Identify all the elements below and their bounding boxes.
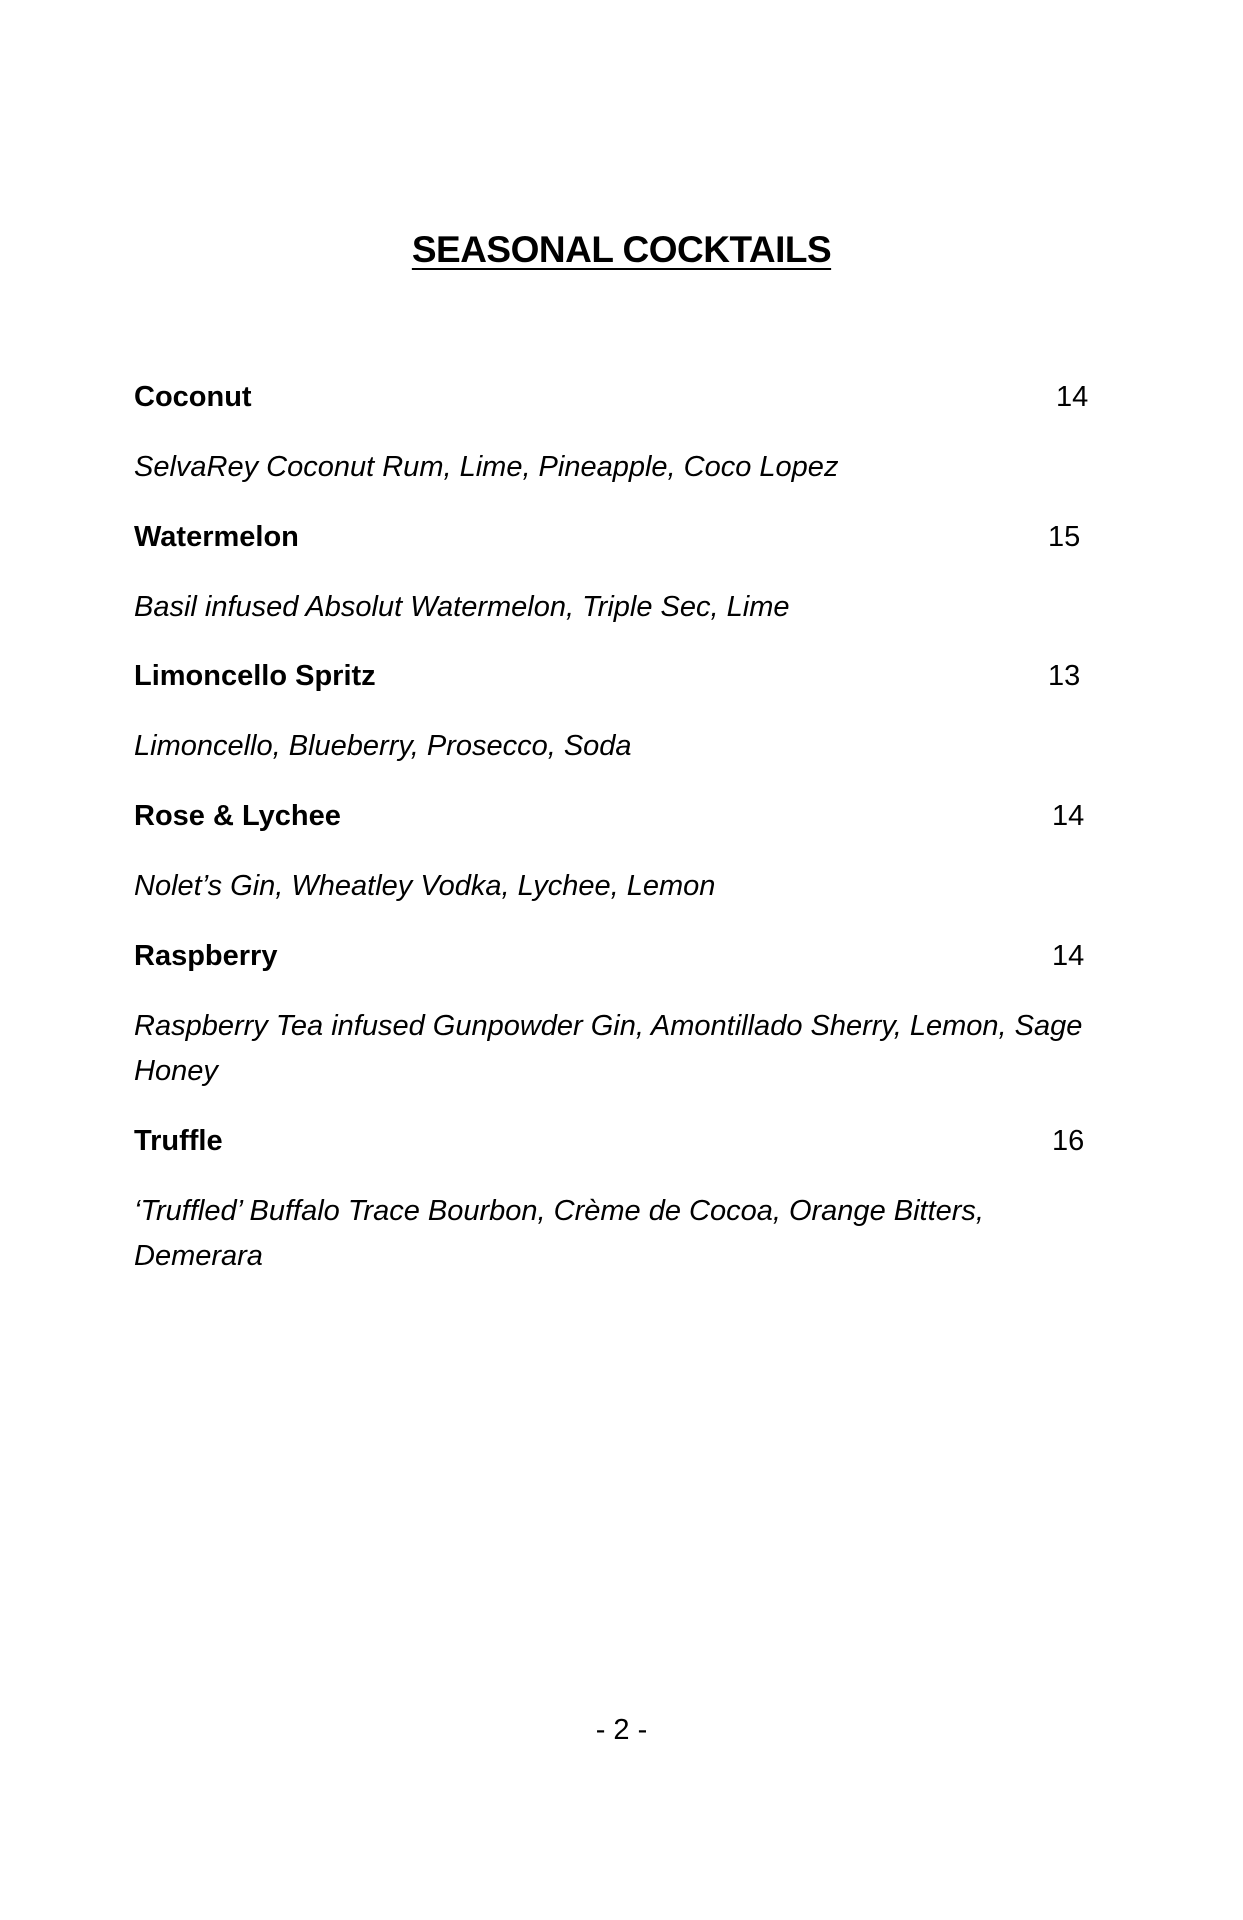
cocktail-price: 14 (1056, 381, 1089, 413)
cocktail-price: 15 (1048, 521, 1081, 553)
cocktail-name: Raspberry (134, 940, 278, 972)
cocktail-description: Raspberry Tea infused Gunpowder Gin, Amontillado Sherry, Lemon, Sage Honey (134, 1010, 1083, 1087)
cocktail-name: Truffle (134, 1125, 223, 1157)
cocktail-name: Limoncello Spritz (134, 660, 376, 692)
page-number: - 2 - (595, 1714, 648, 1746)
cocktail-description: ‘Truffled’ Buffalo Trace Bourbon, Crème de Cocoa, Orange Bitters, Demerara (134, 1195, 984, 1272)
cocktail-description: Basil infused Absolut Watermelon, Triple Sec, Lime (134, 591, 790, 623)
cocktail-description: SelvaRey Coconut Rum, Lime, Pineapple, Coco Lopez (134, 451, 839, 483)
cocktail-price: 14 (1052, 800, 1085, 832)
page-title: SEASONAL COCKTAILS (411, 229, 832, 270)
cocktail-description: Nolet’s Gin, Wheatley Vodka, Lychee, Lemon (134, 870, 716, 902)
cocktail-description: Limoncello, Blueberry, Prosecco, Soda (134, 730, 632, 762)
cocktail-name: Watermelon (134, 521, 299, 553)
cocktail-price: 16 (1052, 1125, 1085, 1157)
cocktail-price: 14 (1052, 940, 1085, 972)
cocktail-name: Rose & Lychee (134, 800, 341, 832)
cocktail-name: Coconut (134, 381, 252, 413)
cocktail-price: 13 (1048, 660, 1081, 692)
